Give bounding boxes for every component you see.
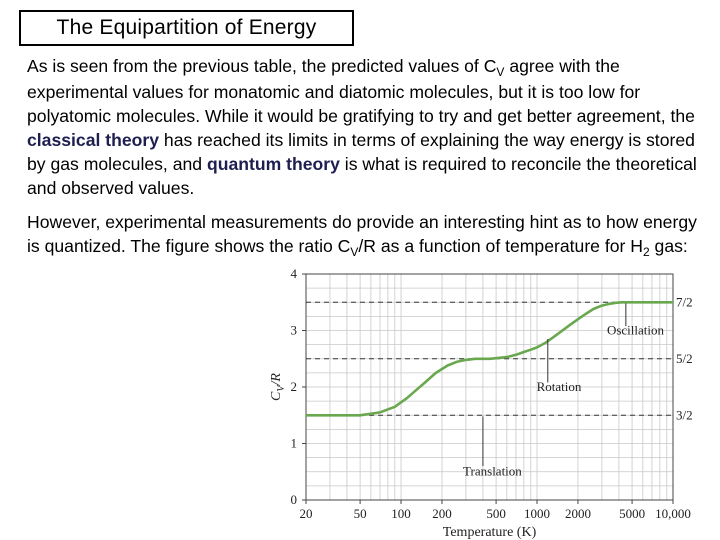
p2-text-b: /R as a function of temperature for H [358, 236, 643, 256]
x-tick-label: 200 [432, 506, 452, 521]
p1-bold-quantum-theory: quantum theory [206, 154, 340, 174]
reference-line-label: 3/2 [676, 407, 693, 423]
x-tick-label: 500 [486, 506, 506, 521]
p1-text-c: has reached its limits in terms of explaining the way energy is stored by gas molecules, and [27, 130, 695, 174]
paragraph-2 [27, 210, 707, 260]
x-tick-label: 10,000 [655, 506, 691, 521]
p2-text-c: gas: [649, 236, 688, 256]
p1-text-a: As is seen from the previous table, the predicted values of C [27, 56, 497, 76]
x-tick-label: 20 [299, 506, 313, 521]
reference-line-label: 5/2 [676, 350, 693, 366]
x-tick-label: 2000 [564, 506, 591, 521]
slide-title-text: The Equipartition of Energy [56, 16, 317, 39]
p2-subscript-v: V [350, 245, 359, 259]
slide-title [19, 10, 354, 46]
x-tick-label: 50 [353, 506, 367, 521]
y-axis-label: $C_V/R$ [269, 373, 287, 401]
x-tick-label: 5000 [619, 506, 646, 521]
x-tick-label: 100 [391, 506, 411, 521]
y-tick-label: 3 [290, 322, 297, 338]
x-axis-label: Temperature (K) [442, 525, 537, 540]
p1-text-b: agree with the experimental values for monatomic and diatomic molecules, but it is too low for polyatomic molecules. While it would be gratifying to try and get better agreement, the [27, 56, 695, 126]
annotation-label: Oscillation [606, 322, 665, 338]
x-tick-label: 1000 [524, 506, 551, 521]
annotation-label: Rotation [536, 378, 582, 394]
y-tick-label: 4 [290, 266, 297, 281]
reference-line-label: 7/2 [676, 294, 693, 310]
paragraph-1 [27, 54, 707, 200]
p2-subscript-2: 2 [642, 245, 650, 259]
p1-text-d: is what is required to reconcile the theoretical and observed values. [27, 154, 697, 198]
y-tick-label: 0 [290, 492, 297, 507]
annotation-label: Translation [463, 463, 522, 479]
y-tick-label: 1 [290, 435, 297, 451]
p1-subscript-v: V [496, 65, 505, 79]
p1-bold-classical-theory: classical theory [27, 130, 160, 150]
p2-text-a: However, experimental measurements do provide an interesting hint as to how energy is quantized. The figure shows the ratio C [27, 212, 697, 256]
cv-ratio-chart [262, 262, 720, 540]
y-tick-label: 2 [290, 379, 297, 394]
